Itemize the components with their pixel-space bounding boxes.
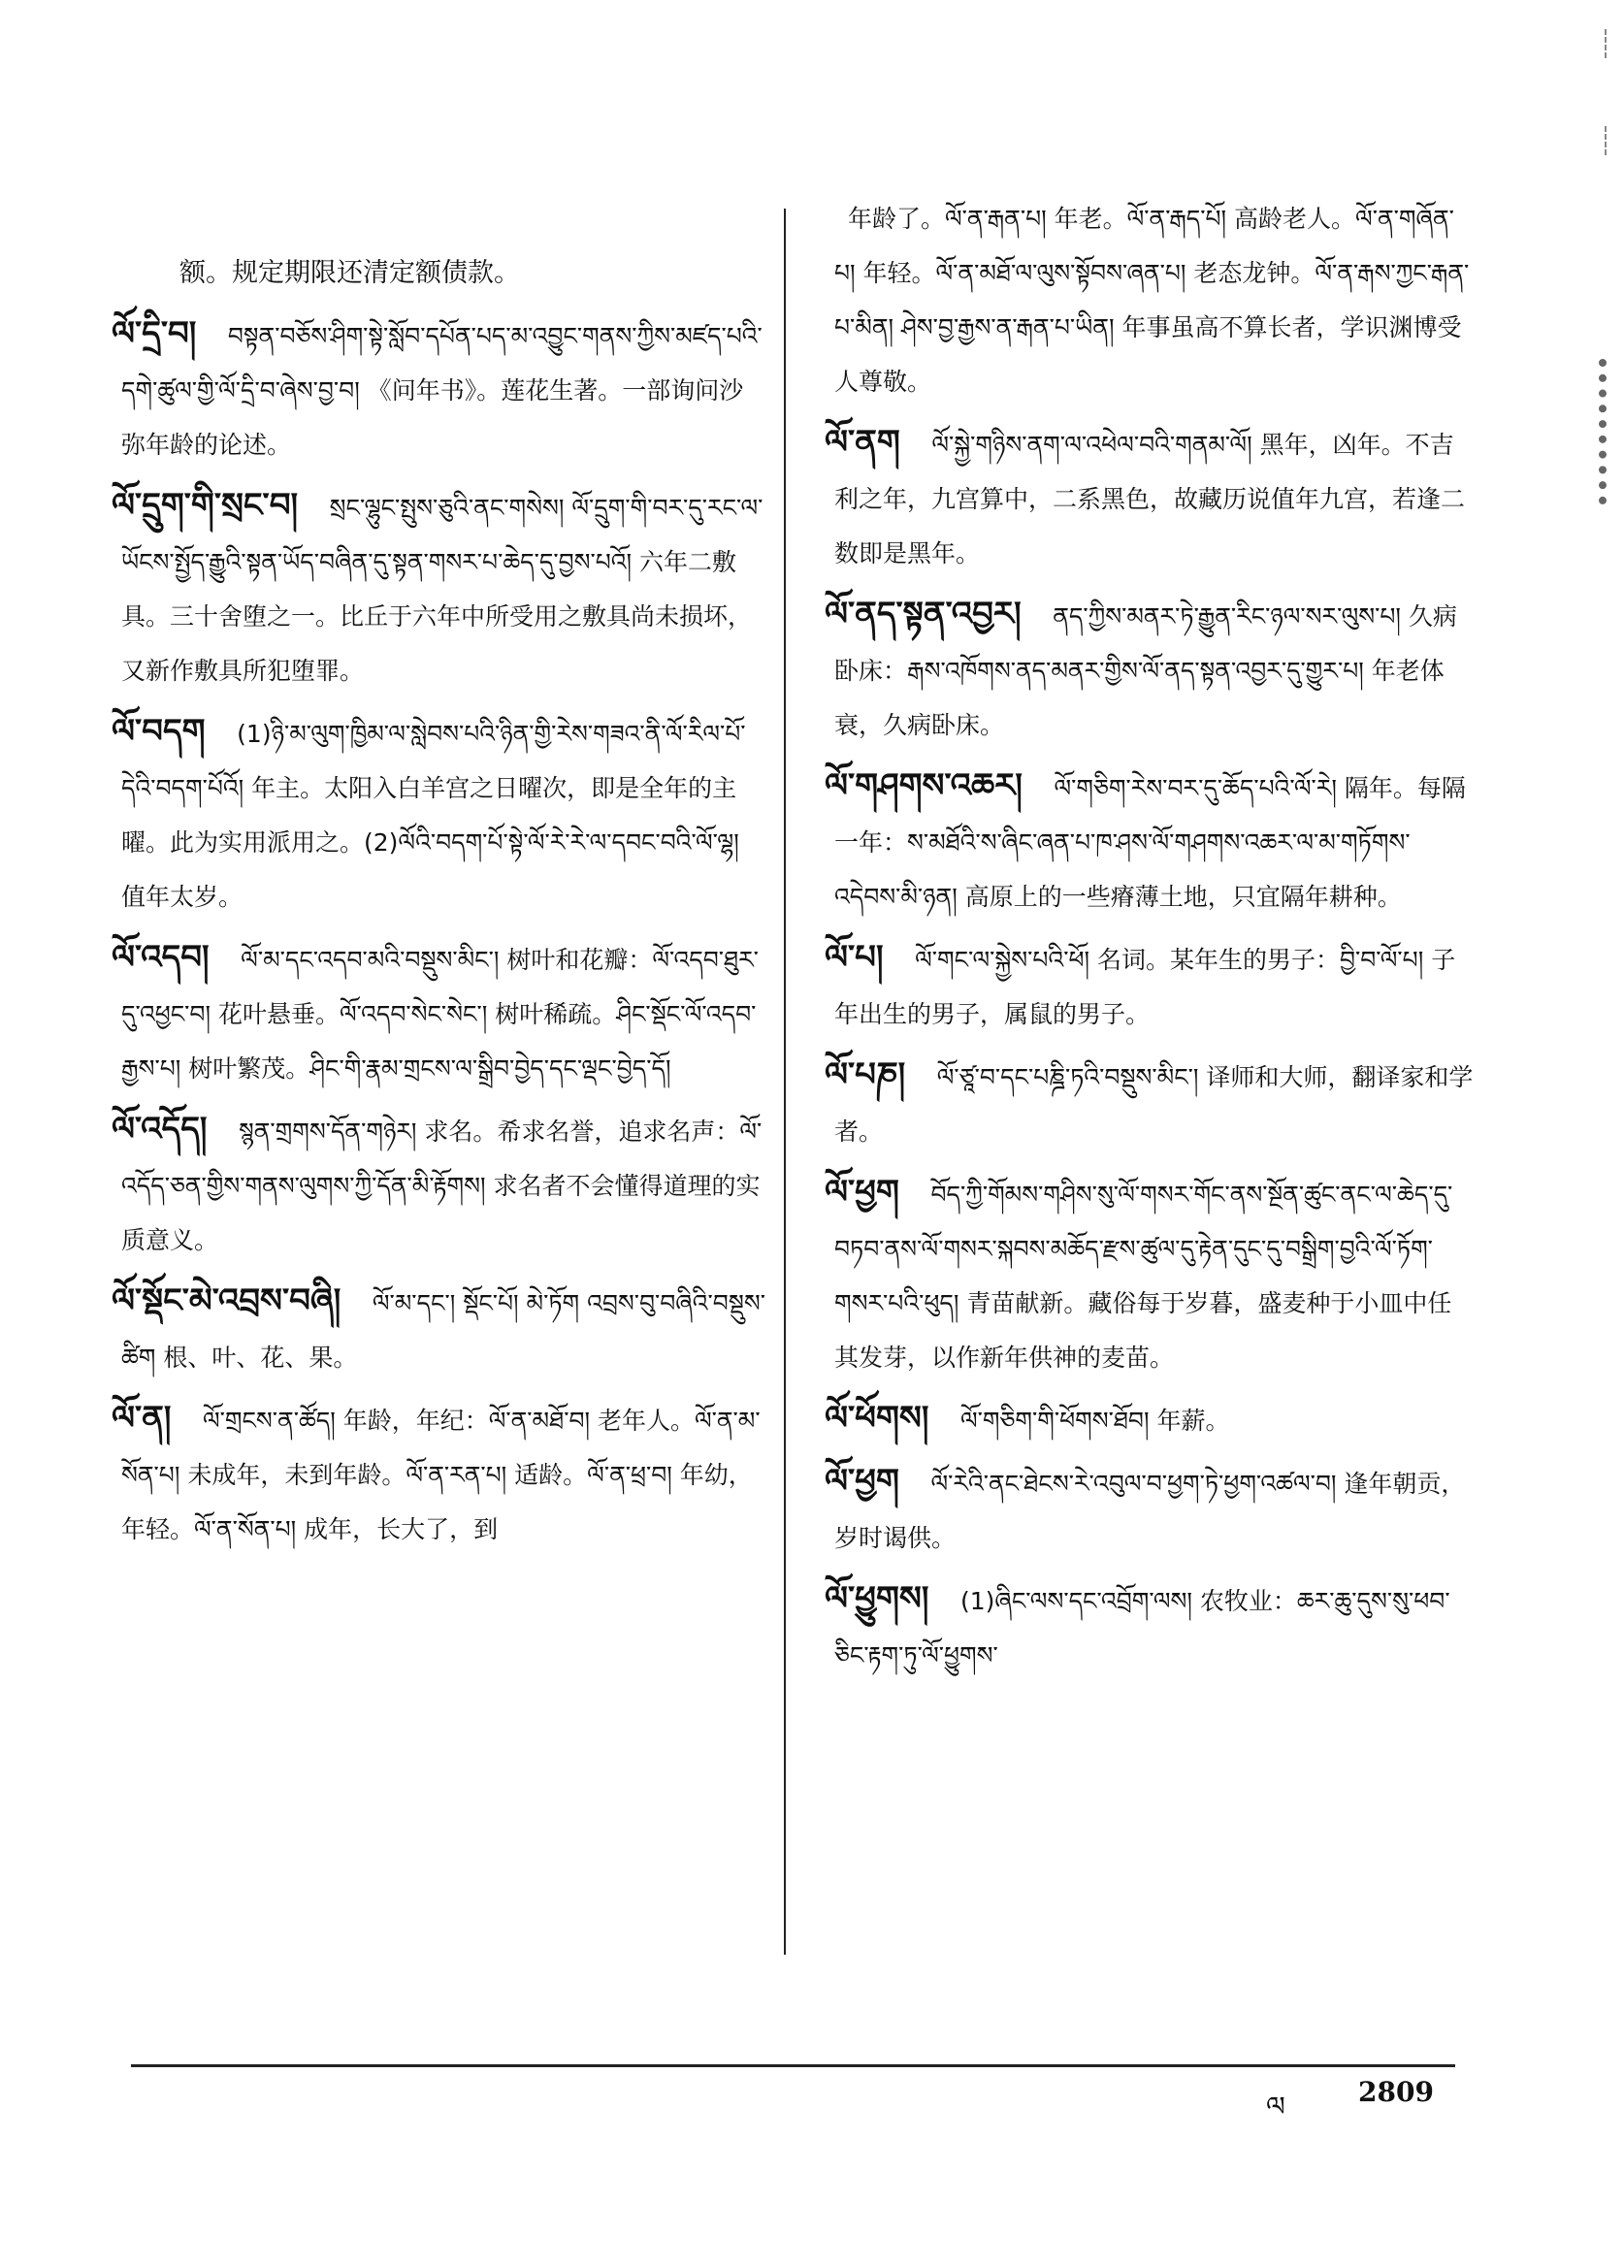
entry-headword: ལོ་ནད་སྟན་འབྱར།	[825, 595, 1022, 633]
entry-text: 年龄了。ལོ་ན་རྒན་པ། 年老。ལོ་ན་རྒད་པོ། 高龄老人。ལོ་ན་གཞོན་པ། 年轻。ལོ་ན་མཐོ་ལ་ལུས་སྟོབས་ཞན་པ། 老态龙钟。ལོ་ན་རྒས་ཀྱང་རྒན་པ་མིན། ཤེས་བྱ་རྒྱས་ན་རྒན་པ་ཡིན། 年事虽高不算长者，学识渊博受人尊敬。	[834, 205, 1470, 396]
entry-text: 额。规定期限还清定额债款。	[179, 258, 520, 288]
entry	[112, 478, 766, 698]
entry-text: བོད་ཀྱི་གོམས་གཤིས་སུ་ལོ་གསར་གོང་ནས་སྔོན་ཚུང་ནང་ལ་ཆེད་དུ་བཏབ་ནས་ལོ་གསར་སྐབས་མཆོད་རྫས་ཚུལ་དུ་རྟེན་དུང་དུ་བསྒྲིག་བྱའི་ལོ་ཏོག་གསར་པའི་ཕུད། 青苗献新。藏俗每于岁暮，盛麦种于小皿中任其发芽，以作新年供神的麦苗。	[834, 1181, 1453, 1372]
left-column	[112, 189, 766, 1563]
entry-text: ལོ་གང་ལ་སྐྱེས་པའི་ཕོ། 名词。某年生的男子：བྱི་བ་ལོ་པ། 子年出生的男子，属鼠的男子。	[834, 946, 1456, 1028]
entry	[834, 189, 1475, 409]
page-number: 2809	[1358, 2076, 1434, 2108]
entry	[825, 587, 1475, 753]
entry	[825, 415, 1475, 581]
entry-text: (1)ཞིང་ལས་དང་འབྲོག་ལས། 农牧业：ཆར་ཆུ་དུས་སུ་ཕབ་ཅིང་རྟག་ཏུ་ལོ་ཕྱུགས་	[834, 1587, 1450, 1669]
footer-rule	[131, 2064, 1455, 2067]
entry	[112, 704, 766, 924]
entry	[112, 1102, 766, 1268]
entry-headword: ལོ་ཕྱུགས།	[825, 1579, 929, 1618]
entry	[825, 1571, 1475, 1683]
scan-mark-upper	[1591, 126, 1607, 155]
entry-headword: ལོ་པ།	[825, 938, 884, 977]
entry-text: ལོ་མ་དང་། སྡོང་པོ། མེ་ཏོག འབྲས་བུ་བཞིའི་བསྡུས་ཚིག 根、叶、花、果。	[121, 1289, 766, 1372]
footer-letter: ལ	[1266, 2090, 1285, 2122]
entry	[112, 307, 766, 472]
entry	[825, 1165, 1475, 1385]
entry-headword: ལོ་དྲི་བ།	[112, 314, 197, 353]
entry-text: ལོ་སྐྱེ་གཉིས་ནག་ལ་འཕེལ་བའི་གནམ་ལོ། 黑年，凶年。不吉利之年，九宫算中，二系黑色，故藏历说值年九宫，若逢二数即是黑年。	[834, 431, 1466, 567]
entry-headword: ལོ་ཕོགས།	[825, 1399, 929, 1438]
scan-mark-side	[1585, 359, 1607, 504]
entry-headword: ལོ་ན།	[112, 1399, 172, 1438]
entry-headword: ལོ་ཕྱག	[825, 1462, 899, 1501]
entry	[112, 1391, 766, 1557]
entry	[825, 1454, 1475, 1566]
entry-text: ལོ་གཅིག་གི་ཕོགས་ཐོབ། 年薪。	[959, 1407, 1230, 1435]
entry-text: ལོ་རེའི་ནང་ཐེངས་རེ་འབུལ་བ་ཕྱག་ཏེ་ཕྱག་འཚལ་བ། 逢年朝贡，岁时谒供。	[834, 1470, 1466, 1552]
entry-headword: ལོ་སྡོང་མེ་འབྲས་བཞི།	[112, 1281, 341, 1320]
entry-headword: ལོ་ཕྱག	[825, 1173, 899, 1212]
entry-text: སྙན་གྲགས་དོན་གཉེར། 求名。希求名誉，追求名声：ལོ་འདོད་ཅན་གྱིས་གནས་ལུགས་ཀྱི་དོན་མི་རྟོགས། 求名者不会懂得道理的实质意义。	[121, 1118, 763, 1254]
entry	[121, 189, 766, 301]
entry-headword: ལོ་འདབ།	[112, 938, 210, 977]
entry-text: ལོ་གཅིག་རེས་བར་དུ་ཆོད་པའི་ལོ་རེ། 隔年。每隔一年：ས་མཐོའི་ས་ཞིང་ཞན་པ་ཁ་ཤས་ལོ་གཤགས་འཆར་ལ་མ་གཏོགས་འདེབས་མི་ཉན། 高原上的一些瘠薄土地，只宜隔年耕种。	[834, 774, 1466, 911]
entry	[112, 930, 766, 1096]
entry	[825, 1391, 1475, 1448]
entry-headword: ལོ་པཎ།	[825, 1055, 906, 1094]
entry-headword: ལོ་བདག	[112, 712, 206, 751]
entry-text: ལོ་ཙཱ་བ་དང་པཎྜི་ཏའི་བསྡུས་མིང་། 译师和大师，翻译家和学者。	[834, 1063, 1474, 1146]
entry	[825, 759, 1475, 924]
right-column	[825, 189, 1475, 1689]
column-divider	[784, 209, 786, 1955]
entry-text: (1)ཉི་མ་ལུག་ཁྱིམ་ལ་སླེབས་པའི་ཉིན་གྱི་རེས་གཟའ་ནི་ལོ་རིལ་པོ་དེའི་བདག་པོའོ། 年主。太阳入白羊宫之日曜次，即是全年的主曜。此为实用派用之。(2)ལོའི་བདག་པོ་སྟེ་ལོ་རེ་རེ་ལ་དབང་བའི་ལོ་ལྷ། 值年太岁。	[121, 720, 746, 911]
entry	[825, 1048, 1475, 1159]
entry-text: ལོ་གྲངས་ན་ཚོད། 年龄，年纪：ལོ་ན་མཐོ་བ། 老年人。ལོ་ན་མ་སོན་པ། 未成年，未到年龄。ལོ་ན་རན་པ། 适龄。ལོ་ན་ཕྲ་བ། 年幼，年轻。ལོ་ན་སོན་པ། 成年，长大了，到	[121, 1407, 761, 1543]
entry-text: བསྟན་བཅོས་ཤིག་སྟེ་སློབ་དཔོན་པད་མ་འབྱུང་གནས་ཀྱིས་མཛད་པའི་དགེ་ཚུལ་གྱི་ལོ་དྲི་བ་ཞེས་བྱ་བ། 《问年书》。莲花生著。一部询问沙弥年龄的论述。	[121, 322, 763, 459]
entry-text: ནད་ཀྱིས་མནར་ཏེ་རྒྱུན་རིང་ཉལ་སར་ལུས་པ། 久病卧床：རྒས་འཁོགས་ནད་མནར་གྱིས་ལོ་ནད་སྟན་འབྱར་དུ་གྱུར་པ། 年老体衰，久病卧床。	[834, 602, 1457, 739]
scan-mark-top	[1591, 29, 1607, 58]
entry	[825, 930, 1475, 1042]
entry-text: ལོ་མ་དང་འདབ་མའི་བསྡུས་མིང་། 树叶和花瓣：ལོ་འདབ་ཐུར་དུ་འཕྱང་བ། 花叶悬垂。ལོ་འདབ་སེང་སེང་། 树叶稀疏。ཤིང་སྡོང་ལོ་འདབ་རྒྱས་པ། 树叶繁茂。ཤིང་གི་རྣམ་གྲངས་ལ་སྒྲིབ་བྱེད་དང་ལྡང་བྱེད་དོ།	[121, 946, 759, 1083]
entry-headword: ལོ་ནག	[825, 423, 900, 462]
entry-headword: ལོ་གཤགས་འཆར།	[825, 766, 1023, 805]
entry	[112, 1274, 766, 1385]
entry-headword: ལོ་འདོད།	[112, 1110, 208, 1149]
entry-headword: ལོ་དྲུག་གི་སྲང་བ།	[112, 486, 299, 525]
entry-text: སྲང་ལྷུང་སྤུས་ཅུའི་ནང་གསེས། ལོ་དྲུག་གི་བར་དུ་རང་ལ་ཡོངས་སྤྱོད་རྒྱུའི་སྟན་ཡོད་བཞིན་དུ་སྟན་གསར་པ་ཆེད་དུ་བྱས་པའོ། 六年二敷具。三十舍堕之一。比丘于六年中所受用之敷具尚未损坏，又新作敷具所犯堕罪。	[121, 494, 763, 685]
